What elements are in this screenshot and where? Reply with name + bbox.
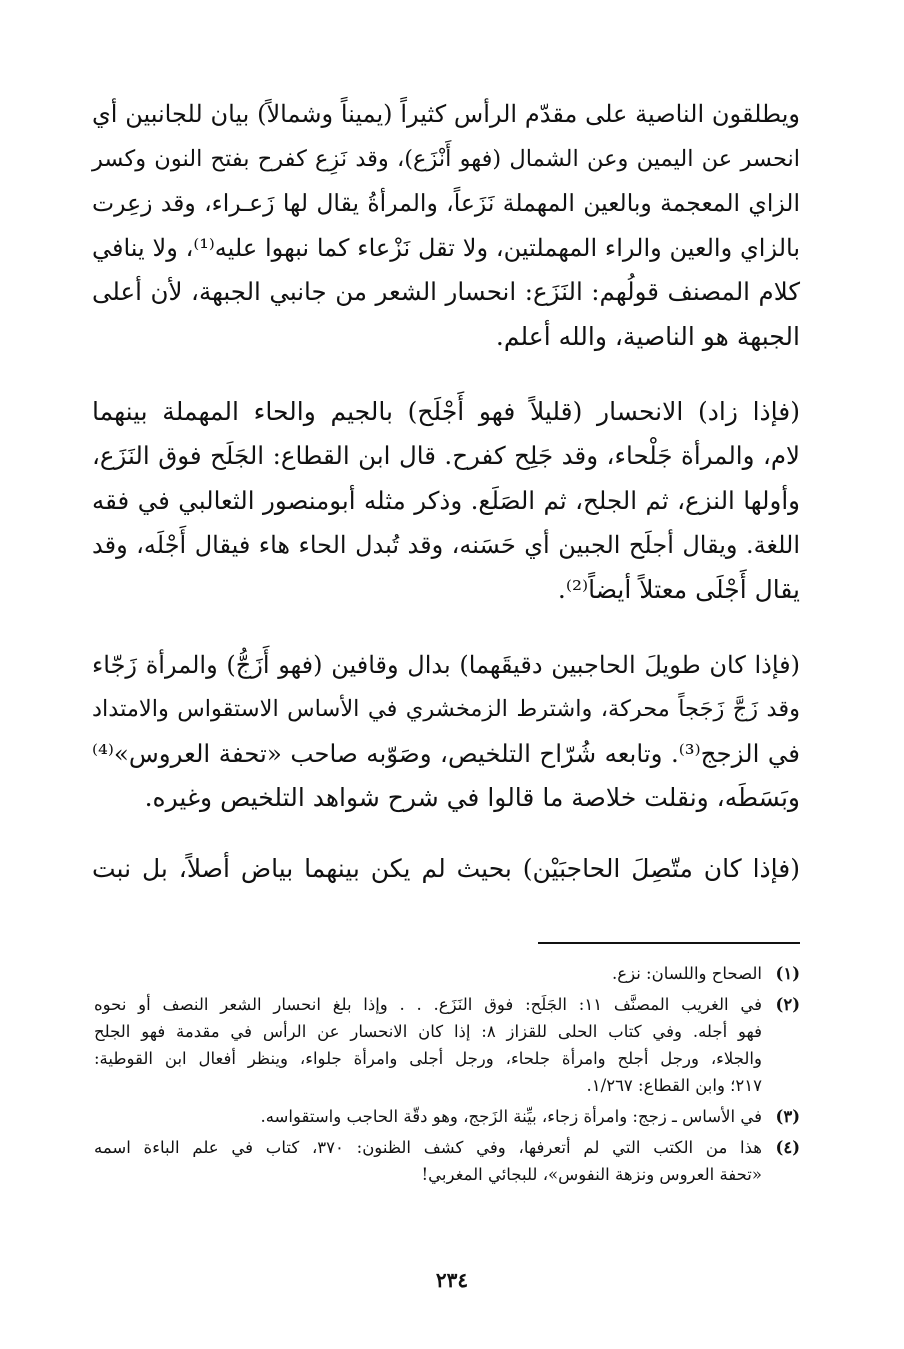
footnote-line: الصحاح واللسان: نزع. bbox=[612, 964, 762, 983]
footnote-text bbox=[94, 1103, 762, 1130]
text-line: (فإذا زاد) الانحسار (قليلاً فهو أَجْلَح) بالجيم والحاء المهملة بينهما bbox=[92, 396, 800, 426]
footnote-line: والجلاء، ورجل أجلح وامرأة جلحاء، ورجل أجلى وامرأة جلواء، وينظر أفعال ابن القوطية: bbox=[94, 1049, 762, 1068]
text-line: انحسر عن اليمين وعن الشمال (فهو أَنْزَع)، وقد نَزِع كفرح بفتح النون وكسر bbox=[92, 145, 800, 172]
page-number: ٢٣٤ bbox=[435, 1268, 469, 1292]
text-line: (فإذا كان طويلَ الحاجبين دقيقَهما) بدال وقافين (فهو أَزَجُّ) والمرأة زَجّاء bbox=[92, 650, 800, 679]
footnote-line: في الأساس ـ زجج: وامرأة زجاء، بيِّنة الزَجج، وهو دقّة الحاجب واستقواسه. bbox=[260, 1107, 762, 1126]
text-line: وبَسَطَه، ونقلت خلاصة ما قالوا في شرح شواهد التلخيص وغيره. bbox=[144, 783, 800, 813]
text-line: في الزجج⁽³⁾. وتابعه شُرّاح التلخيص، وصَوّبه صاحب «تحفة العروس»⁽⁴⁾ bbox=[92, 738, 800, 768]
text-line: بالزاي والعين والراء المهملتين، ولا تقل نَزْعاء كما نبهوا عليه⁽¹⁾، ولا ينافي bbox=[92, 233, 801, 262]
footnote-text bbox=[94, 991, 762, 1099]
footnote-2 bbox=[94, 991, 800, 1099]
text-line: يقال أَجْلَى معتلاً أيضاً⁽²⁾. bbox=[557, 574, 800, 604]
text-line: الزاي المعجمة وبالعين المهملة نَزَعاً، والمرأةُ يقال لها زَعـراء، وقد زعِرت bbox=[92, 189, 801, 218]
text-line: وأولها النزع، ثم الجلح، ثم الصَلَع. وذكر مثله أبومنصور الثعالبي في فقه bbox=[92, 485, 800, 515]
footnote-line: هذا من الكتب التي لم أتعرفها، وفي كشف الظنون: ٣٧٠، كتاب في علم الباءة اسمه bbox=[94, 1138, 762, 1157]
footnote-number: (٣) bbox=[775, 1107, 800, 1126]
text-line: وقد زَجَّ زَجَجاً محركة، واشترط الزمخشري في الأساس الاستقواس والامتداد bbox=[92, 696, 800, 723]
text-line: اللغة. ويقال أجلَح الجبين أي حَسَنه، وقد تُبدل الحاء هاء فيقال أَجْلَه، وقد bbox=[92, 531, 800, 560]
text-line: (فإذا كان متّصِلَ الحاجبَيْن) بحيث لم يكن بينهما بياض أصلاً، بل نبت bbox=[92, 853, 800, 883]
footnote-line: «تحفة العروس ونزهة النفوس»، للبجائي المغربي! bbox=[421, 1165, 762, 1184]
footnote-separator bbox=[538, 942, 800, 944]
footnote-number: (١) bbox=[775, 964, 800, 983]
text-line: الجبهة هو الناصية، والله أعلم. bbox=[495, 321, 800, 351]
paragraph-4 bbox=[92, 847, 800, 892]
footnote-line: ٢١٧؛ وابن القطاع: ١/٢٦٧. bbox=[586, 1076, 762, 1095]
paragraph-3 bbox=[92, 643, 800, 821]
paragraph-2 bbox=[92, 390, 800, 613]
footnote-line: فهو أجله. وفي كتاب الحلى للقزاز ٨: إذا كان الانحسار عن الرأس في مقدمة فهو الجلح bbox=[94, 1022, 762, 1041]
text-line: لام، والمرأة جَلْحاء، وقد جَلِح كفرح. قال ابن القطاع: الجَلَح فوق النَزَع، bbox=[92, 441, 800, 471]
footnote-text bbox=[94, 1134, 762, 1188]
footnote-4 bbox=[94, 1134, 800, 1188]
footnote-line: في الغريب المصنَّف ١١: الجَلَح: فوق النَزَع. . . وإذا بلغ انحسار الشعر النصف أو نحوه bbox=[94, 995, 762, 1014]
footnote-number: (٢) bbox=[775, 995, 800, 1014]
footnote-text bbox=[94, 960, 762, 987]
footnote-3 bbox=[94, 1103, 800, 1130]
paragraph-1 bbox=[92, 92, 800, 360]
footnote-number: (٤) bbox=[775, 1138, 800, 1157]
footnote-1 bbox=[94, 960, 800, 987]
footnotes bbox=[94, 960, 800, 1192]
text-line: ويطلقون الناصية على مقدّم الرأس كثيراً (يميناً وشمالاً) بيان للجانبين أي bbox=[92, 100, 800, 128]
text-line: كلام المصنف قولُهم: النَزَع: انحسار الشعر من جانبي الجبهة، لأن أعلى bbox=[92, 277, 800, 307]
